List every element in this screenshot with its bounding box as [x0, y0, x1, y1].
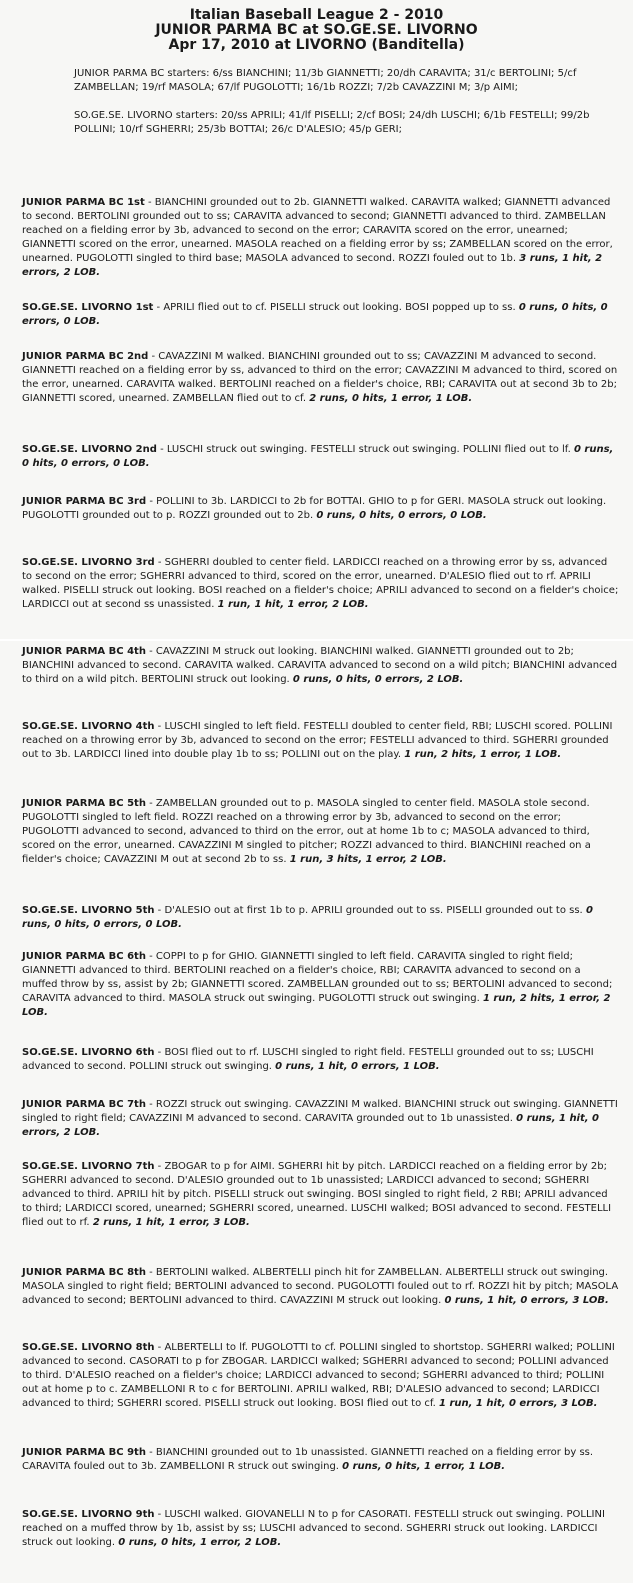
matchup-title: JUNIOR PARMA BC at SO.GE.SE. LIVORNO	[155, 22, 478, 38]
inning-label: SO.GE.SE. LIVORNO 6th	[22, 1047, 155, 1058]
inning-paragraph	[22, 1160, 619, 1230]
inning-dash: -	[154, 1342, 165, 1353]
inning-summary: 0 runs, 0 hits, 0 errors, 2 LOB.	[292, 674, 464, 685]
date-venue: Apr 17, 2010 at LIVORNO (Banditella)	[168, 37, 465, 53]
inning-summary: 0 runs, 0 hits, 1 error, 1 LOB.	[342, 1461, 506, 1472]
inning-label: SO.GE.SE. LIVORNO 7th	[22, 1161, 155, 1172]
inning-dash: -	[145, 951, 156, 962]
inning-summary: 1 run, 2 hits, 1 error, 2 LOB.	[22, 993, 611, 1018]
inning-dash: -	[154, 721, 165, 732]
starters-section	[74, 67, 615, 137]
inning-text: BIANCHINI grounded out to 1b unassisted. GIANNETTI reached on a fielding error by ss. CARAVITA fouled out to 3b. ZAMBELLONI R struck out swinging.	[22, 1447, 594, 1472]
inning-text: POLLINI to 3b. LARDICCI to 2b for BOTTAI. GHIO to p for GERI. MASOLA struck out looking. PUGOLOTTI grounded out to p. ROZZI grounded out to 2b.	[22, 496, 607, 521]
header	[0, 0, 633, 53]
inning-paragraph	[22, 495, 619, 523]
inning-dash: -	[154, 1047, 165, 1058]
inning-dash: -	[145, 1447, 156, 1458]
inning-summary: 0 runs, 0 hits, 0 errors, 0 LOB.	[22, 302, 608, 327]
inning-label: SO.GE.SE. LIVORNO 8th	[22, 1342, 155, 1353]
inning-label: JUNIOR PARMA BC 1st	[22, 197, 145, 208]
inning-label: SO.GE.SE. LIVORNO 9th	[22, 1509, 155, 1520]
inning-text: LUSCHI walked. GIOVANELLI N to p for CASORATI. FESTELLI struck out swinging. POLLINI reached on a muffed throw by 1b, assist by ss; LUSCHI advanced to second. SGHERRI struck out looking. LARDICCI struck out looking.	[22, 1509, 605, 1548]
inning-dash: -	[156, 444, 167, 455]
inning-paragraph	[22, 1341, 619, 1411]
inning-paragraph	[22, 1098, 619, 1140]
inning-paragraph	[22, 443, 619, 471]
inning-text: LUSCHI singled to left field. FESTELLI doubled to center field, RBI; LUSCHI scored. POLLINI reached on a throwing error by 3b, advanced to second on the error; FESTELLI advanced to third. SGHERRI grounded out to 3b. LARDICCI lined into double play 1b to ss; POLLINI out on the play.	[22, 721, 613, 760]
inning-text: ALBERTELLI to lf. PUGOLOTTI to cf. POLLINI singled to shortstop. SGHERRI walked; POLLINI advanced to second. CASORATI to p for ZBOGAR. LARDICCI walked; SGHERRI advanced to second; POLLINI advanced to third. D'ALESIO reached on a fielder's choice; LARDICCI advanced to second; SGHERRI advanced to third; POLLINI out at home p to c. ZAMBELLONI R to c for BERTOLINI. APRILI walked, RBI; D'ALESIO advanced to second; LARDICCI advanced to third; SGHERRI scored. PISELLI struck out looking. BOSI flied out to cf.	[22, 1342, 615, 1409]
inning-label: JUNIOR PARMA BC 4th	[22, 646, 146, 657]
inning-dash: -	[146, 496, 157, 507]
inning-dash: -	[154, 557, 165, 568]
inning-paragraph	[22, 1266, 619, 1308]
inning-summary: 1 run, 2 hits, 1 error, 1 LOB.	[404, 749, 562, 760]
inning-dash: -	[145, 646, 156, 657]
inning-text: LUSCHI struck out swinging. FESTELLI struck out swinging. POLLINI flied out to lf.	[166, 444, 571, 455]
inning-text: APRILI flied out to cf. PISELLI struck out looking. BOSI popped up to ss.	[163, 302, 516, 313]
inning-paragraph	[22, 1508, 619, 1550]
inning-text: CAVAZZINI M struck out looking. BIANCHINI walked. GIANNETTI grounded out to 2b; BIANCHINI advanced to second. CARAVITA walked. CARAVITA advanced to second on a wild pitch; BIANCHINI advanced to third on a wild pitch. BERTOLINI struck out looking.	[22, 646, 618, 685]
inning-label: SO.GE.SE. LIVORNO 4th	[22, 721, 155, 732]
league-title: Italian Baseball League 2 - 2010	[189, 7, 444, 23]
inning-dash: -	[153, 302, 164, 313]
inning-text: SGHERRI doubled to center field. LARDICCI reached on a throwing error by ss, advanced to second on the error; SGHERRI advanced to third, scored on the error, unearned. D'ALESIO flied out to rf. APRILI walked. PISELLI struck out looking. BOSI reached on a fielder's choice; APRILI advanced to second on a fielder's choice; LARDICCI out at second ss unassisted.	[22, 557, 619, 610]
inning-label: SO.GE.SE. LIVORNO 2nd	[22, 444, 157, 455]
inning-paragraph	[22, 720, 619, 762]
inning-label: JUNIOR PARMA BC 5th	[22, 798, 146, 809]
inning-summary: 1 run, 1 hit, 0 errors, 3 LOB.	[439, 1398, 598, 1409]
inning-text: CAVAZZINI M walked. BIANCHINI grounded out to ss; CAVAZZINI M advanced to second. GIANNETTI reached on a fielding error by ss, advanced to third on the error; CAVAZZINI M advanced to third, scored on the error, unearned. CARAVITA walked. BERTOLINI reached on a fielder's choice, RBI; CARAVITA out at second 3b to 2b; GIANNETTI scored, unearned. ZAMBELLAN flied out to cf.	[22, 351, 618, 404]
inning-paragraph	[22, 904, 619, 932]
inning-dash: -	[154, 905, 165, 916]
inning-summary: 0 runs, 1 hit, 0 errors, 1 LOB.	[275, 1061, 440, 1072]
inning-summary: 0 runs, 0 hits, 0 errors, 0 LOB.	[22, 444, 614, 469]
inning-text: ZBOGAR to p for AIMI. SGHERRI hit by pitch. LARDICCI reached on a fielding error by 2b; SGHERRI advanced to second. D'ALESIO grounded out to 1b unassisted; LARDICCI advanced to second; SGHERRI advanced to third. APRILI hit by pitch. PISELLI struck out swinging. BOSI singled to right field, 2 RBI; APRILI advanced to third; LARDICCI scored, unearned; SGHERRI scored, unearned. LUSCHI walked; BOSI advanced to second. FESTELLI flied out to rf.	[22, 1161, 612, 1228]
inning-dash: -	[144, 197, 155, 208]
inning-label: JUNIOR PARMA BC 2nd	[22, 351, 149, 362]
inning-summary: 0 runs, 0 hits, 0 errors, 0 LOB.	[22, 905, 593, 930]
inning-paragraph	[22, 196, 619, 280]
inning-summary: 0 runs, 1 hit, 0 errors, 2 LOB.	[22, 1113, 600, 1138]
inning-text: ZAMBELLAN grounded out to p. MASOLA singled to center field. MASOLA stole second. PUGOLOTTI singled to left field. ROZZI reached on a throwing error by 3b, advanced to second on the error; PUGOLOTTI advanced to second, advanced to third on the error, out at home 1b to c; MASOLA advanced to third, scored on the error, unearned. CAVAZZINI M singled to pitcher; ROZZI advanced to third. BIANCHINI reached on a fielder's choice; CAVAZZINI M out at second 2b to ss.	[22, 798, 591, 865]
inning-dash: -	[154, 1509, 165, 1520]
inning-paragraph	[22, 350, 619, 406]
inning-summary: 0 runs, 0 hits, 1 error, 2 LOB.	[118, 1537, 282, 1548]
inning-label: JUNIOR PARMA BC 7th	[22, 1099, 146, 1110]
inning-text: BIANCHINI grounded out to 2b. GIANNETTI walked. CARAVITA walked; GIANNETTI advanced to second. BERTOLINI grounded out to ss; CARAVITA advanced to second; GIANNETTI advanced to third. ZAMBELLAN reached on a fielding error by 3b, advanced to second on the error; CARAVITA scored on the error, unearned; GIANNETTI scored on the error, unearned. MASOLA reached on a fielding error by ss; ZAMBELLAN scored on the error, unearned. PUGOLOTTI singled to third base; MASOLA advanced to second. ROZZI fouled out to 1b.	[22, 197, 613, 264]
inning-summary: 3 runs, 1 hit, 2 errors, 2 LOB.	[22, 253, 603, 278]
inning-dash: -	[145, 1267, 156, 1278]
inning-dash: -	[145, 1099, 156, 1110]
inning-dash: -	[148, 351, 159, 362]
inning-label: JUNIOR PARMA BC 3rd	[22, 496, 147, 507]
inning-text: ROZZI struck out swinging. CAVAZZINI M walked. BIANCHINI struck out swinging. GIANNETTI singled to right field; CAVAZZINI M advanced to second. CARAVITA grounded out to 1b unassisted.	[22, 1099, 618, 1124]
inning-text: COPPI to p for GHIO. GIANNETTI singled to left field. CARAVITA singled to right field; GIANNETTI advanced to third. BERTOLINI reached on a fielder's choice, RBI; CARAVITA advanced to second on a muffed throw by ss, assist by 2b; GIANNETTI scored. ZAMBELLAN grounded out to ss; BERTOLINI advanced to second; CARAVITA advanced to third. MASOLA struck out swinging. PUGOLOTTI struck out swinging.	[22, 951, 613, 1004]
inning-paragraph	[22, 301, 619, 329]
away-starters: JUNIOR PARMA BC starters: 6/ss BIANCHINI; 11/3b GIANNETTI; 20/dh CARAVITA; 31/c BERTOLINI; 5/cf ZAMBELLAN; 19/rf MASOLA; 67/lf PUGOLOTTI; 16/1b ROZZI; 7/2b CAVAZZINI M; 3/p AIMI;	[74, 68, 577, 93]
inning-summary: 2 runs, 0 hits, 1 error, 1 LOB.	[309, 393, 473, 404]
inning-label: SO.GE.SE. LIVORNO 3rd	[22, 557, 155, 568]
inning-paragraph	[22, 797, 619, 867]
inning-paragraph	[22, 1046, 619, 1074]
scan-seam	[0, 639, 633, 641]
inning-text: BOSI flied out to rf. LUSCHI singled to right field. FESTELLI grounded out to ss; LUSCHI advanced to second. POLLINI struck out swinging.	[22, 1047, 594, 1072]
inning-summary: 0 runs, 0 hits, 0 errors, 0 LOB.	[316, 510, 487, 521]
inning-label: SO.GE.SE. LIVORNO 1st	[22, 302, 154, 313]
inning-summary: 2 runs, 1 hit, 1 error, 3 LOB.	[92, 1217, 250, 1228]
inning-paragraph	[22, 950, 619, 1020]
inning-summary: 1 run, 1 hit, 1 error, 2 LOB.	[217, 599, 369, 610]
inning-dash: -	[154, 1161, 165, 1172]
inning-summary: 1 run, 3 hits, 1 error, 2 LOB.	[289, 854, 447, 865]
inning-summary: 0 runs, 1 hit, 0 errors, 3 LOB.	[444, 1295, 609, 1306]
inning-label: JUNIOR PARMA BC 6th	[22, 951, 146, 962]
inning-paragraph	[22, 645, 619, 687]
inning-text: BERTOLINI walked. ALBERTELLI pinch hit for ZAMBELLAN. ALBERTELLI struck out swinging. MASOLA singled to right field; BERTOLINI advanced to second. PUGOLOTTI fouled out to rf. ROZZI hit by pitch; MASOLA advanced to second; BERTOLINI advanced to third. CAVAZZINI M struck out looking.	[22, 1267, 619, 1306]
inning-label: JUNIOR PARMA BC 8th	[22, 1267, 146, 1278]
inning-paragraph	[22, 556, 619, 612]
inning-label: SO.GE.SE. LIVORNO 5th	[22, 905, 155, 916]
inning-paragraph	[22, 1446, 619, 1474]
home-starters: SO.GE.SE. LIVORNO starters: 20/ss APRILI; 41/lf PISELLI; 2/cf BOSI; 24/dh LUSCHI; 6/1b FESTELLI; 99/2b POLLINI; 10/rf SGHERRI; 25/3b BOTTAI; 26/c D'ALESIO; 45/p GERI;	[74, 110, 590, 135]
inning-label: JUNIOR PARMA BC 9th	[22, 1447, 146, 1458]
inning-dash: -	[145, 798, 156, 809]
inning-text: D'ALESIO out at first 1b to p. APRILI grounded out to ss. PISELLI grounded out to ss.	[164, 905, 583, 916]
